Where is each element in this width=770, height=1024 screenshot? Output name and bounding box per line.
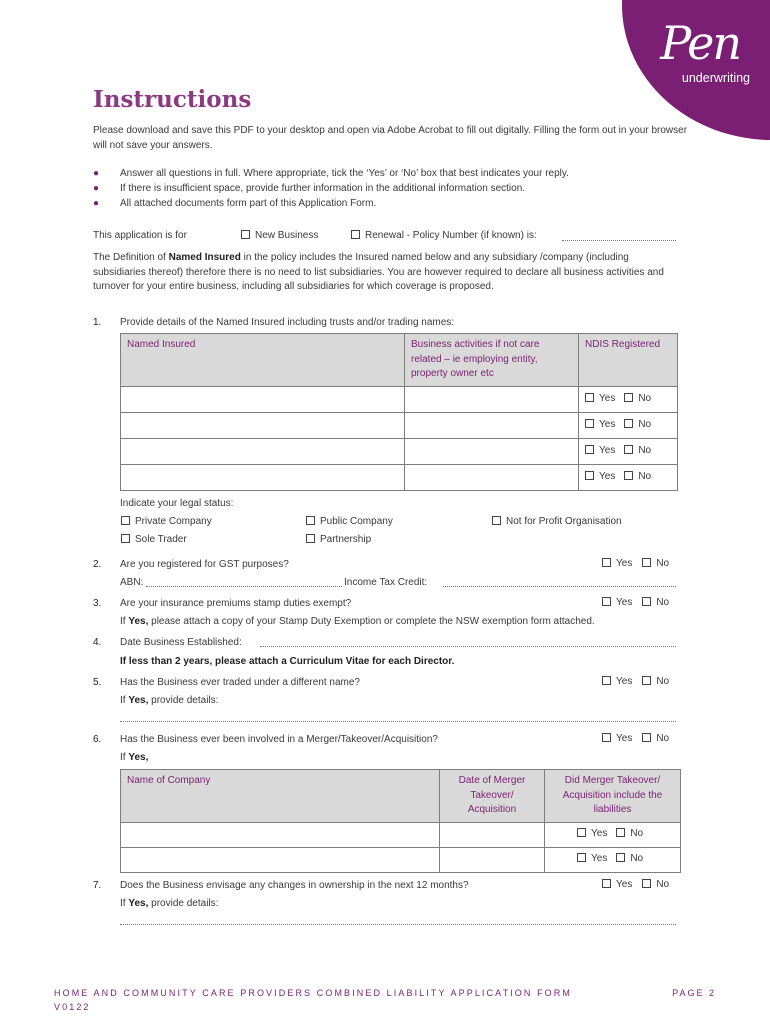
q1-text: Provide details of the Named Insured including trusts and/or trading names: xyxy=(120,317,455,328)
yes-checkbox[interactable] xyxy=(585,419,594,428)
q2-yes-no: Yes No xyxy=(602,558,669,569)
legal-partnership[interactable]: Partnership xyxy=(306,533,371,548)
activity-cell[interactable] xyxy=(405,387,579,413)
legal-private-company[interactable]: Private Company xyxy=(121,515,212,530)
checkbox[interactable] xyxy=(121,534,130,543)
brand-logo: Pen xyxy=(660,16,740,70)
itc-label: Income Tax Credit: xyxy=(344,577,428,588)
footer-form-name: HOME AND COMMUNITY CARE PROVIDERS COMBINED LIABILITY APPLICATION FORM xyxy=(54,988,572,998)
page-title: Instructions xyxy=(93,86,252,113)
bullet-icon: ● xyxy=(93,198,100,209)
ndis-cell: Yes No xyxy=(579,413,678,439)
q7-number: 7. xyxy=(93,880,102,891)
merger-date-cell[interactable] xyxy=(440,848,545,873)
col-merger-liabilities: Did Merger Takeover/ Acquisition include the liabilities xyxy=(545,770,681,823)
yes-checkbox[interactable] xyxy=(602,733,611,742)
q2-number: 2. xyxy=(93,559,102,570)
merger-date-cell[interactable] xyxy=(440,823,545,848)
q6-number: 6. xyxy=(93,734,102,745)
legal-status-label: Indicate your legal status: xyxy=(120,498,234,509)
no-checkbox[interactable] xyxy=(624,445,633,454)
no-checkbox[interactable] xyxy=(642,676,651,685)
q3-number: 3. xyxy=(93,598,102,609)
bullet-1: Answer all questions in full. Where appropriate, tick the ‘Yes’ or ‘No’ box that best indicates your reply. xyxy=(120,168,569,179)
no-checkbox[interactable] xyxy=(642,879,651,888)
yes-checkbox[interactable] xyxy=(602,558,611,567)
q3-follow: If Yes, please attach a copy of your Stamp Duty Exemption or complete the NSW exemption form attached. xyxy=(120,616,595,627)
q4-number: 4. xyxy=(93,637,102,648)
application-for-label: This application is for xyxy=(93,230,187,241)
abn-field[interactable] xyxy=(146,586,342,587)
col-merger-date: Date of Merger Takeover/ Acquisition xyxy=(440,770,545,823)
q6-yes-no: Yes No xyxy=(602,733,669,744)
policy-number-field[interactable] xyxy=(562,240,676,241)
merger-table xyxy=(120,769,681,873)
no-checkbox[interactable] xyxy=(642,733,651,742)
activity-cell[interactable] xyxy=(405,465,579,491)
legal-public-company[interactable]: Public Company xyxy=(306,515,393,530)
q6-text: Has the Business ever been involved in a Merger/Takeover/Acquisition? xyxy=(120,734,438,745)
named-insured-cell[interactable] xyxy=(121,465,405,491)
intro-text: Please download and save this PDF to your desktop and open via Adobe Acrobat to fill out digitally. Filling the form out in your browser will not save your answers. xyxy=(93,125,688,151)
yes-checkbox[interactable] xyxy=(602,676,611,685)
q5-text: Has the Business ever traded under a different name? xyxy=(120,677,360,688)
q5-yes-no: Yes No xyxy=(602,676,669,687)
activity-cell[interactable] xyxy=(405,439,579,465)
yes-checkbox[interactable] xyxy=(585,471,594,480)
named-insured-cell[interactable] xyxy=(121,413,405,439)
yes-checkbox[interactable] xyxy=(585,445,594,454)
itc-field[interactable] xyxy=(443,586,676,587)
ndis-cell: Yes No xyxy=(579,439,678,465)
yes-checkbox[interactable] xyxy=(585,393,594,402)
named-insured-table xyxy=(120,333,678,491)
q7-yes-no: Yes No xyxy=(602,879,669,890)
company-name-cell[interactable] xyxy=(121,823,440,848)
q5-follow: If Yes, provide details: xyxy=(120,695,219,706)
brand-corner xyxy=(610,0,770,140)
q6-follow: If Yes, xyxy=(120,752,149,763)
q5-number: 5. xyxy=(93,677,102,688)
ndis-cell: Yes No xyxy=(579,387,678,413)
checkbox[interactable] xyxy=(121,516,130,525)
definition-text: The Definition of Named Insured in the policy includes the Insured named below and any subsidiary /company (including subsidiaries thereof) therefore there is no need to list subsidiaries. You are however required to declare all business activities and turnover for your entire business, including all subsidiaries for which coverage is proposed. xyxy=(93,252,664,292)
checkbox[interactable] xyxy=(492,516,501,525)
q3-text: Are your insurance premiums stamp duties exempt? xyxy=(120,598,352,609)
checkbox[interactable] xyxy=(241,230,250,239)
checkbox[interactable] xyxy=(306,516,315,525)
company-name-cell[interactable] xyxy=(121,848,440,873)
no-checkbox[interactable] xyxy=(616,828,625,837)
liabilities-cell: Yes No xyxy=(545,848,681,873)
legal-sole-trader[interactable]: Sole Trader xyxy=(121,533,187,548)
brand-logo-sub: underwriting xyxy=(681,71,750,85)
no-checkbox[interactable] xyxy=(642,597,651,606)
bullet-3: All attached documents form part of this Application Form. xyxy=(120,198,377,209)
liabilities-cell: Yes No xyxy=(545,823,681,848)
checkbox[interactable] xyxy=(351,230,360,239)
q1-number: 1. xyxy=(93,317,102,328)
yes-checkbox[interactable] xyxy=(602,597,611,606)
bullet-2: If there is insufficient space, provide further information in the additional information section. xyxy=(120,183,526,194)
q4-text: Date Business Established: xyxy=(120,637,242,648)
footer-version: V0122 xyxy=(54,1002,91,1012)
col-named-insured: Named Insured xyxy=(121,334,405,387)
bullet-icon: ● xyxy=(93,183,100,194)
renewal-option[interactable]: Renewal - Policy Number (if known) is: xyxy=(351,229,537,244)
date-established-field[interactable] xyxy=(260,646,676,647)
new-business-option[interactable]: New Business xyxy=(241,229,318,244)
no-checkbox[interactable] xyxy=(624,471,633,480)
activity-cell[interactable] xyxy=(405,413,579,439)
col-company-name: Name of Company xyxy=(121,770,440,823)
q7-text: Does the Business envisage any changes in ownership in the next 12 months? xyxy=(120,880,469,891)
named-insured-cell[interactable] xyxy=(121,439,405,465)
yes-checkbox[interactable] xyxy=(602,879,611,888)
ndis-cell: Yes No xyxy=(579,465,678,491)
no-checkbox[interactable] xyxy=(642,558,651,567)
checkbox[interactable] xyxy=(306,534,315,543)
q2-text: Are you registered for GST purposes? xyxy=(120,559,289,570)
q4-note: If less than 2 years, please attach a Curriculum Vitae for each Director. xyxy=(120,656,455,667)
yes-checkbox[interactable] xyxy=(577,828,586,837)
footer-page: PAGE 2 xyxy=(672,988,716,998)
col-business-activities: Business activities if not care related – ie employing entity, property owner etc xyxy=(405,334,579,387)
q5-details-field[interactable] xyxy=(120,721,676,722)
bullet-icon: ● xyxy=(93,168,100,179)
no-checkbox[interactable] xyxy=(616,853,625,862)
abn-label: ABN: xyxy=(120,577,144,588)
named-insured-cell[interactable] xyxy=(121,387,405,413)
col-ndis: NDIS Registered xyxy=(579,334,678,387)
legal-not-for-profit[interactable]: Not for Profit Organisation xyxy=(492,515,622,530)
q7-follow: If Yes, provide details: xyxy=(120,898,219,909)
q7-details-field[interactable] xyxy=(120,924,676,925)
no-checkbox[interactable] xyxy=(624,393,633,402)
yes-checkbox[interactable] xyxy=(577,853,586,862)
q3-yes-no: Yes No xyxy=(602,597,669,608)
no-checkbox[interactable] xyxy=(624,419,633,428)
